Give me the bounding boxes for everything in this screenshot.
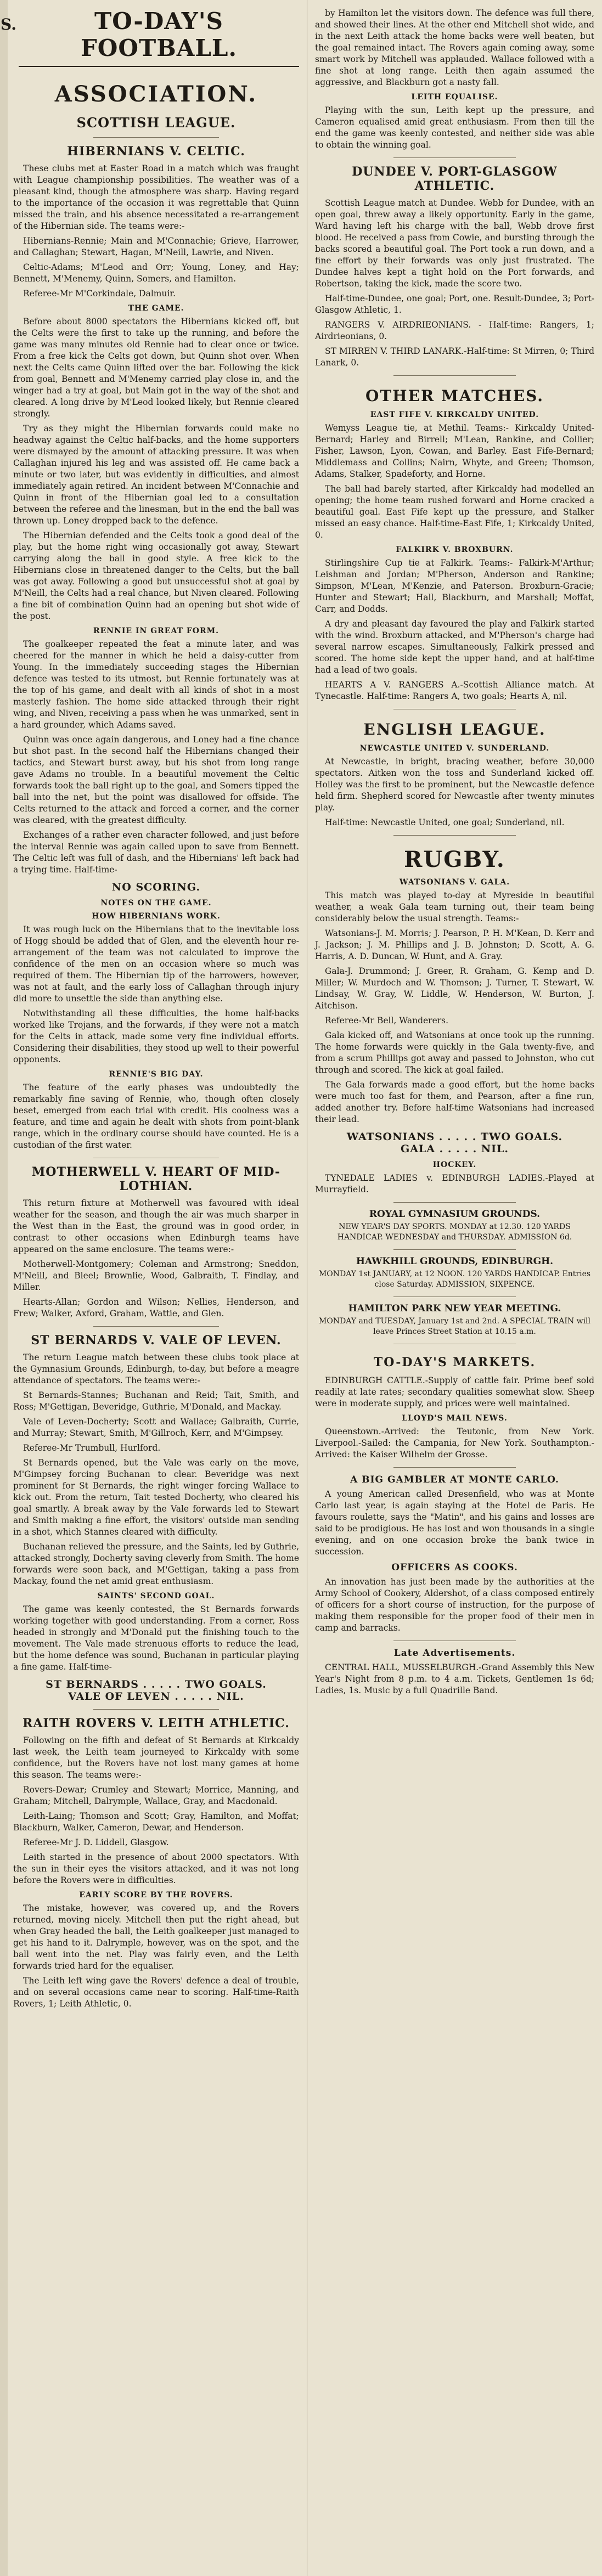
paragraph: Following on the fifth and defeat of St Bernards at Kirkcaldy last week, the Leith team journeyed to Kirkcaldy with some confidence, but the Rovers have not lost many games at home this season. The teams were:-	[13, 1735, 299, 1780]
sub-heading: EARLY SCORE BY THE ROVERS.	[79, 1891, 233, 1899]
paragraph: Try as they might the Hibernian forwards could make no headway against the Celtic half-backs, and the home supporters were dismayed by the amount of attacking pressure. It was when Callaghan injured his leg and was assisted off. He came back a minute or two later, but was evidently in difficulties, and almost immediately again retired. An incident between M'Connachie and Quinn in front of the Hibernian goal led to a consultation between the referee and the linesman, but in the end the ball was thrown up. Loney dropped back to the defence.	[13, 424, 299, 526]
paragraph: by Hamilton let the visitors down. The defence was full there, and showed their lines. At the other end Mitchell shot wide, and in the next Leith attack the home backs were well beaten, but the goal remained intact. The Rovers again coming away, some smart work by Mitchell was applauded. Wallace followed with a fine shot at long range. Leith then again assumed the aggressive, and Blackburn got a nasty fall.	[315, 8, 594, 87]
advertisement-text: MONDAY and TUESDAY, January 1st and 2nd. A SPECIAL TRAIN will leave Princes Street Station at 10.15 a.m.	[319, 1317, 590, 1336]
sub-heading: NEWCASTLE UNITED V. SUNDERLAND.	[359, 744, 550, 753]
match-title: MOTHERWELL V. HEART OF MID-LOTHIAN.	[31, 1165, 281, 1193]
divider	[393, 375, 516, 376]
sub-heading: LLOYD'S MAIL NEWS.	[402, 1414, 508, 1423]
paragraph: Exchanges of a rather even character followed, and just before the interval Rennie was again called upon to save from Bennett. The Celtic left was full of dash, and the Hibernians' left back had a trying time. Half-time-	[13, 830, 299, 875]
paragraph: The Gala forwards made a good effort, but the home backs were much too fast for them, and Pearson, after a fine run, added another try. Before half-time Watsonians had increased their lead.	[315, 1080, 594, 1124]
paragraph: This return fixture at Motherwell was favoured with ideal weather for the season, and though the air was much sharper in the West than in the East, the ground was in good order, in contrast to other occasions when Edinburgh teams have appeared on the same enclosure. The teams were:-	[13, 1198, 299, 1254]
team-line: Hearts-Allan; Gordon and Wilson; Nellies, Henderson, and Frew; Walker, Axford, Graham, Wattie, and Glen.	[13, 1297, 299, 1318]
paragraph: St Bernards opened, but the Vale was early on the move, M'Gimpsey forcing Buchanan to clear. Beveridge was next prominent for St Bernards, the right winger forcing Wallace to kick out. From the return, Tait tested Docherty, who cleared his goal smartly. A break away by the Vale forwards led to Stewart and Smith making a fine effort, the visitors' outside man sending in a shot, which Stannes cleared with difficulty.	[13, 1458, 299, 1537]
divider	[93, 1326, 219, 1327]
divider	[393, 1202, 516, 1203]
match-title: DUNDEE V. PORT-GLASGOW ATHLETIC.	[352, 165, 558, 193]
scottish-league-heading: SCOTTISH LEAGUE.	[76, 115, 236, 131]
divider	[393, 157, 516, 158]
paragraph: The Leith left wing gave the Rovers' defence a deal of trouble, and on several occasions came near to scoring. Half-time-Raith Rovers, 1; Leith Athletic, 0.	[13, 1976, 299, 2009]
paragraph: The feature of the early phases was undoubtedly the remarkably fine saving of Rennie, who, though often closely beset, emerged from each trial with credit. His coolness was a feature, and time and again he dealt with shots from point-blank range, which in the ordinary course should have counted. He is a custodian of the first water.	[13, 1083, 299, 1150]
team-line: Vale of Leven-Docherty; Scott and Wallace; Galbraith, Currie, and Murray; Stewart, Smith, M'Gillroch, Kerr, and M'Gimpsey.	[13, 1417, 299, 1438]
sub-heading: RENNIE'S BIG DAY.	[109, 1070, 204, 1079]
advertisement-text: MONDAY 1st JANUARY, at 12 NOON. 120 YARDS HANDICAP. Entries close Saturday. ADMISSION, SIXPENCE.	[318, 1270, 591, 1289]
team-line: Rovers-Dewar; Crumley and Stewart; Morrice, Manning, and Graham; Mitchell, Dalrymple, Wallace, Gray, and Macdonald.	[13, 1785, 299, 1806]
paragraph: Queenstown.-Arrived: the Teutonic, from New York. Liverpool.-Sailed: the Campania, for New York. Southampton.-Arrived: the Kaiser Wilhelm der Grosse.	[315, 1427, 594, 1459]
paragraph: Wemyss League tie, at Methil. Teams:- Kirkcaldy United-Bernard; Harley and Birrell; M'Lean, Rankine, and Collier; Fisher, Lawson, Lyon, Cowan, and Barley. East Fife-Bernard; Middlemass and Collins; Nairn, Whyte, and Green; Thomson, Adams, Stalker, Spadeforty, and Horne.	[315, 423, 594, 479]
paragraph: Notwithstanding all these difficulties, the home half-backs worked like Trojans, and the forwards, if they were not a match for the Celts in attack, made some very fine individual efforts. Considering their disabilities, they stood up well to their powerful opponents.	[13, 1008, 299, 1064]
paragraph: The return League match between these clubs took place at the Gymnasium Grounds, Edinburgh, to-day, but before a meagre attendance of spectators. The teams were:-	[13, 1352, 299, 1385]
team-line: Motherwell-Montgomery; Coleman and Armstrong; Sneddon, M'Neill, and Bleel; Brownlie, Wood, Galbraith, T. Findlay, and Miller.	[13, 1259, 299, 1292]
sub-heading: RENNIE IN GREAT FORM.	[93, 627, 219, 635]
paragraph: The mistake, however, was covered up, and the Rovers returned, moving nicely. Mitchell then put the right ahead, but when Gray headed the ball, the Leith goalkeeper just managed to get his hand to it. Dalrymple, however, was on the spot, and the ball went into the net. Play was fairly even, and the Leith forwards tried hard for the equaliser.	[13, 1903, 299, 1971]
paragraph: Scottish League match at Dundee. Webb for Dundee, with an open goal, threw away a likely opportunity. Early in the game, Ward having left his charge with the ball, Webb drove first blood. He received a pass from Cowie, and bursting through the backs scored a beautiful goal. The Port took a run down, and a fine effort by their forwards was only just frustrated. The Dundee halves kept a tight hold on the Port forwards, and Robertson, taking the kick, made the score two.	[315, 198, 594, 289]
association-heading: ASSOCIATION.	[54, 81, 258, 107]
sub-heading: NOTES ON THE GAME.	[100, 899, 212, 907]
other-matches-heading: OTHER MATCHES.	[365, 387, 544, 405]
paragraph: Stirlingshire Cup tie at Falkirk. Teams:- Falkirk-M'Arthur; Leishman and Jordan; M'Pherson, Anderson and Rankine; Simpson, M'Lean, M'Kenzie, and Paterson. Broxburn-Gracie; Hunter and Stewart; Hall, Blackburn, and Marshall; Moffat, Carr, and Dodds.	[315, 558, 594, 614]
paragraph: The goalkeeper repeated the feat a minute later, and was cheered for the manner in which he held a daisy-cutter from Young. In the immediately succeeding stages the Hibernian defence was tested to its utmost, but Rennie fortunately was at the top of his game, and dealt with all kinds of shot in a most masterly fashion. The home side attacked through their right wing, and Niven, receiving a pass when he was unmarked, sent in a hard grounder, which Adams saved.	[13, 639, 299, 730]
paragraph: The Hibernian defended and the Celts took a good deal of the play, but the home right wing occasionally got away, Stewart carrying along the ball in good style. A free kick to the Hibernians close in threatened danger to the Celts, but the ball was got away. Following a good but unsuccessful shot at goal by M'Neill, the Celts had a real chance, but Niven cleared. Following a fine bit of combination Quinn had an opening but shot wide of the post.	[13, 531, 299, 621]
advertisement-heading: ROYAL GYMNASIUM GROUNDS.	[369, 1209, 541, 1220]
paragraph: Half-time: Newcastle United, one goal; Sunderland, nil.	[325, 818, 565, 827]
result-line: WATSONIANS . . . . . TWO GOALS. GALA . . . . . NIL.	[346, 1131, 563, 1155]
sub-heading: A BIG GAMBLER AT MONTE CARLO.	[350, 1474, 559, 1485]
paragraph: At Newcastle, in bright, bracing weather, before 30,000 spectators. Aitken won the toss and Sunderland kicked off. Holley was the first to be prominent, but the Newcastle defence held firm. Shepherd scored for Newcastle after twenty minutes play.	[315, 757, 594, 813]
sub-heading: WATSONIANS V. GALA.	[399, 878, 510, 887]
paragraph: TYNEDALE LADIES v. EDINBURGH LADIES.-Played at Murrayfield.	[315, 1173, 594, 1194]
sub-heading: HOW HIBERNIANS WORK.	[92, 912, 221, 921]
paragraph: CENTRAL HALL, MUSSELBURGH.-Grand Assembly this New Year's Night from 8 p.m. to 4 a.m. Tickets, Gentlemen 1s 6d; Ladies, 1s. Music by a full Quadrille Band.	[315, 1662, 594, 1695]
referee-line: Referee-Mr J. D. Liddell, Glasgow.	[23, 1837, 169, 1847]
paragraph: These clubs met at Easter Road in a match which was fraught with League championship possibilities. The weather was of a pleasant kind, though the atmosphere was sharp. Having regard to the importance of the occasion it was regrettable that Quinn missed the train, and his absence necessitated a re-arrangement of the Hibernian side. The teams were:-	[13, 164, 299, 231]
rugby-heading: RUGBY.	[404, 847, 505, 872]
sub-heading: THE GAME.	[128, 304, 184, 313]
sub-heading: FALKIRK V. BROXBURN.	[396, 545, 514, 554]
result-line: ST BERNARDS . . . . . TWO GOALS. VALE OF LEVEN . . . . . NIL.	[46, 1678, 267, 1703]
paragraph: Leith started in the presence of about 2000 spectators. With the sun in their eyes the visitors attacked, and it was not long before the Rovers were in difficulties.	[13, 1852, 299, 1885]
sub-heading: HOCKEY.	[432, 1160, 477, 1169]
referee-line: Referee-Mr Trumbull, Hurlford.	[23, 1443, 161, 1453]
team-line: Gala-J. Drummond; J. Greer, R. Graham, G. Kemp and D. Miller; W. Murdoch and W. Thomson; J. Turner, T. Stewart, W. Lindsay, W. Gray, W. Liddle, W. Henderson, W. Burton, J. Aitchison.	[315, 966, 594, 1011]
paragraph: EDINBURGH CATTLE.-Supply of cattle fair. Prime beef sold readily at late rates; secondary qualities somewhat slow. Sheep were in moderate supply, and prices were well maintained.	[315, 1376, 594, 1408]
divider	[393, 835, 516, 836]
paragraph: HEARTS A V. RANGERS A.-Scottish Alliance match. At Tynecastle. Half-time: Rangers A, two goals; Hearts A, nil.	[315, 680, 594, 701]
sub-heading: Late Advertisements.	[393, 1648, 516, 1659]
english-league-heading: ENGLISH LEAGUE.	[363, 720, 546, 739]
paragraph: RANGERS V. AIRDRIEONIANS. - Half-time: Rangers, 1; Airdrieonians, 0.	[315, 320, 594, 341]
paragraph: An innovation has just been made by the authorities at the Army School of Cookery, Aldershot, of a class composed entirely of officers for a short course of instruction, for the purpose of making them responsible for the proper food of their men in camp and barracks.	[315, 1577, 594, 1633]
paragraph: It was rough luck on the Hibernians that to the inevitable loss of Hogg should be added that of Glen, and the eleventh hour re-arrangement of the team was not calculated to improve the confidence of the men on an occasion where so much was required of them. The Hibernian tip of the harrowers, however, was not at fault, and the early loss of Callaghan through injury did more to unsettle the side than anything else.	[13, 925, 299, 1004]
paragraph: Gala kicked off, and Watsonians at once took up the running. The home forwards were quickly in the Gala twenty-five, and from a scrum Phillips got away and passed to Johnston, who cut through and scored. The kick at goal failed.	[315, 1030, 594, 1075]
paragraph: Before about 8000 spectators the Hibernians kicked off, but the Celts were the first to take up the running, and before the game was many minutes old Rennie had to clear once or twice. From a free kick the Celts got down, but Quinn shot over. When next the Celts came Quinn lifted over the bar. Following the kick from goal, Bennett and M'Menemy carried play close in, and the winger had a try at goal, but Main got in the way of the shot and cleared. A long drive by M'Leod looked likely, but Rennie cleared strongly.	[13, 317, 299, 419]
team-line: Celtic-Adams; M'Leod and Orr; Young, Loney, and Hay; Bennett, M'Menemy, Quinn, Somers, and Hamilton.	[13, 262, 299, 284]
match-title: RAITH ROVERS V. LEITH ATHLETIC.	[22, 1716, 290, 1731]
sub-heading: LEITH EQUALISE.	[411, 93, 498, 102]
referee-line: Referee-Mr Bell, Wanderers.	[325, 1016, 449, 1025]
paragraph: Half-time-Dundee, one goal; Port, one. Result-Dundee, 3; Port-Glasgow Athletic, 1.	[315, 294, 594, 315]
match-title: ST BERNARDS V. VALE OF LEVEN.	[31, 1333, 282, 1348]
sub-heading: EAST FIFE V. KIRKCALDY UNITED.	[370, 410, 539, 419]
match-title: HIBERNIANS V. CELTIC.	[67, 144, 245, 159]
paragraph: The game was keenly contested, the St Bernards forwards working together with good understanding. From a corner, Ross headed in strongly and M'Donald put the finishing touch to the movement. The Vale made strenuous efforts to reduce the lead, but the home defence was sound, Buchanan in particular playing a fine game. Half-time-	[13, 1604, 299, 1672]
team-line: Leith-Laing; Thomson and Scott; Gray, Hamilton, and Moffat; Blackburn, Walker, Cameron, Dewar, and Henderson.	[13, 1811, 299, 1833]
advertisement-text: NEW YEAR'S DAY SPORTS. MONDAY at 12.30. 120 YARDS HANDICAP. WEDNESDAY and THURSDAY. ADMISSION 6d.	[337, 1222, 572, 1242]
paragraph: ST MIRREN V. THIRD LANARK.-Half-time: St Mirren, 0; Third Lanark, 0.	[315, 346, 594, 368]
paragraph: A dry and pleasant day favoured the play and Falkirk started with the wind. Broxburn attacked, and M'Pherson's charge had several narrow escapes. Simultaneously, Falkirk pressed and scored. The home side kept the upper hand, and at half-time had a lead of two goals.	[315, 619, 594, 675]
paragraph: A young American called Dresenfield, who was at Monte Carlo last year, is again staying at the Hotel de Paris. He favours roulette, says the "Matin", and his gains and losses are said to be prodigious. He has lost and won thousands in a single evening, and on one occasion broke the bank twice in succession.	[315, 1489, 594, 1557]
team-line: Watsonians-J. M. Morris; J. Pearson, P. H. M'Kean, D. Kerr and J. Jackson; J. M. Phillips and J. B. Johnston; D. Scott, A. G. Harris, A. D. Duncan, W. Hunt, and A. Gray.	[315, 928, 594, 961]
divider	[393, 1467, 516, 1468]
paragraph: This match was played to-day at Myreside in beautiful weather, a weak Gala team turning out, their team being considerably below the usual strength. Teams:-	[315, 890, 594, 923]
edge-fragment: S.	[1, 15, 16, 33]
paragraph: Playing with the sun, Leith kept up the pressure, and Cameron equalised amid great enthusiasm. From then till the end the game was keenly contested, and neither side was able to obtain the winning goal.	[315, 105, 594, 150]
divider	[93, 137, 219, 138]
divider	[93, 1709, 219, 1710]
paragraph: Quinn was once again dangerous, and Loney had a fine chance but shot past. In the second half the Hibernians changed their tactics, and Stewart burst away, but his shot from long range gave Adams no trouble. In a beautiful movement the Celtic forwards took the ball right up to the goal, and Somers tipped the ball into the net, but the point was disallowed for offside. The Celts returned to the attack and forced a corner, and the corner was cleared, with the greatest difficulty.	[13, 735, 299, 825]
sub-heading: OFFICERS AS COOKS.	[391, 1562, 518, 1573]
masthead: TO-DAY'S FOOTBALL.	[19, 8, 299, 67]
paragraph: Buchanan relieved the pressure, and the Saints, led by Guthrie, attacked strongly, Docherty saving cleverly from Smith. The home forwards were soon back, and M'Gettigan, taking a pass from Mackay, found the net amid great enthusiasm.	[13, 1542, 299, 1586]
team-line: Hibernians-Rennie; Main and M'Connachie; Grieve, Harrower, and Callaghan; Stewart, Hagan, M'Neill, Lawrie, and Niven.	[13, 236, 299, 257]
result-line: NO SCORING.	[111, 881, 201, 893]
referee-line: Referee-Mr M'Corkindale, Dalmuir.	[23, 289, 176, 298]
advertisement-heading: HAMILTON PARK NEW YEAR MEETING.	[348, 1303, 561, 1314]
advertisement-heading: HAWKHILL GROUNDS, EDINBURGH.	[356, 1256, 554, 1267]
team-line: St Bernards-Stannes; Buchanan and Reid; Tait, Smith, and Ross; M'Gettigan, Beveridge, Guthrie, M'Donald, and Mackay.	[13, 1390, 299, 1412]
divider	[393, 1249, 516, 1250]
markets-heading: TO-DAY'S MARKETS.	[373, 1355, 536, 1369]
right-column	[307, 0, 602, 2576]
paragraph: The ball had barely started, after Kirkcaldy had modelled an opening; the home team rushed forward and Horne cracked a beautiful goal. East Fife kept up the pressure, and Stalker missed an easy chance. Half-time-East Fife, 1; Kirkcaldy United, 0.	[315, 484, 594, 540]
sub-heading: SAINTS' SECOND GOAL.	[97, 1592, 215, 1600]
